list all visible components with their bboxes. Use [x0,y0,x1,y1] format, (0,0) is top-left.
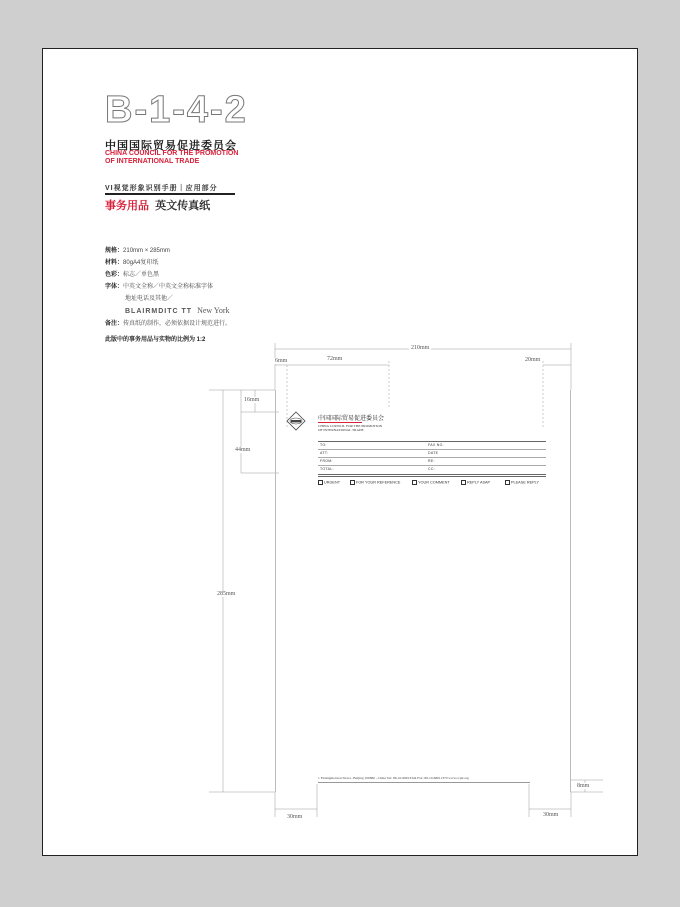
fax-org-name-cn: 中国国际贸易促进委员会 [318,416,385,422]
fax-org-name-en: CHINA COUNCIL FOR THE PROMOTION OF INTERNATIONAL TRADE [318,424,383,432]
fax-rule [318,457,546,458]
field-fax-no: FAX NO. [428,443,444,447]
check-reply-asap: REPLY ASAP [461,480,490,485]
dim-top-margin: 16mm [244,397,260,403]
dim-bottom-right: 30mm [543,812,559,818]
section-item: 英文传真纸 [155,200,211,212]
section-category: 事务用品 [105,200,149,212]
fax-sheet-mockup [275,390,571,792]
org-name-en: CHINA COUNCIL FOR THE PROMOTION OF INTERNATIONAL TRADE [105,150,239,165]
check-comment: YOUR COMMENT [412,480,450,485]
ccpit-emblem-icon [286,411,306,431]
fax-rule [318,465,546,466]
fax-rule [318,476,546,477]
org-name-cn: 中国国际贸易促进委员会 [105,140,237,152]
check-urgent: URGENT [318,480,340,485]
field-att: ATT: [320,451,329,455]
dim-left-offset: 6mm [275,358,288,364]
check-reference: FOR YOUR REFERENCE [350,480,400,485]
field-date: DATE [428,451,439,455]
field-from: FROM: [320,459,333,463]
dim-bottom-left: 30mm [287,814,303,820]
spec-list: 规格：210mm × 285mm 材料：80gA4复印纸 色彩：标志／单色黑 字体：中英文全称／中英文全称标准字体 地址电话及其他／ BLAIRMDITC TT New York 备注：传真纸的制作，必须依据设计规范进行。 [105,248,232,327]
field-to: TO: [320,443,327,447]
check-please-reply: PLEASE REPLY [505,480,539,485]
page-code: B-1-4-2 [105,89,248,131]
fax-footer-address: 1 Fuxingmenwai Street , Beijing 100860 , China Tel: 86-10-68013344 Fax: 86-10-68011370 www.ccpit.org [318,776,469,780]
fax-rule [318,474,546,475]
field-re: RE: [428,459,435,463]
manual-title: VI视觉形象识别手册｜应用部分 [105,185,218,192]
dim-header-width: 72mm [327,356,343,362]
dim-bottom-margin: 8mm [577,783,590,789]
fax-rule-top [318,441,546,442]
fax-rule [318,449,546,450]
dim-right-margin: 20mm [525,357,541,363]
fax-header-rule [318,422,362,423]
dim-header-height: 44mm [235,447,251,453]
manual-page [42,48,638,856]
scale-note: 此版中的事务用品与实物的比例为 1:2 [105,337,206,343]
dim-height: 285mm [217,591,236,597]
field-total: TOTAL: [320,467,334,471]
field-cc: CC: [428,467,435,471]
fax-footer-rule [318,782,530,783]
dim-width: 210mm [411,345,430,351]
